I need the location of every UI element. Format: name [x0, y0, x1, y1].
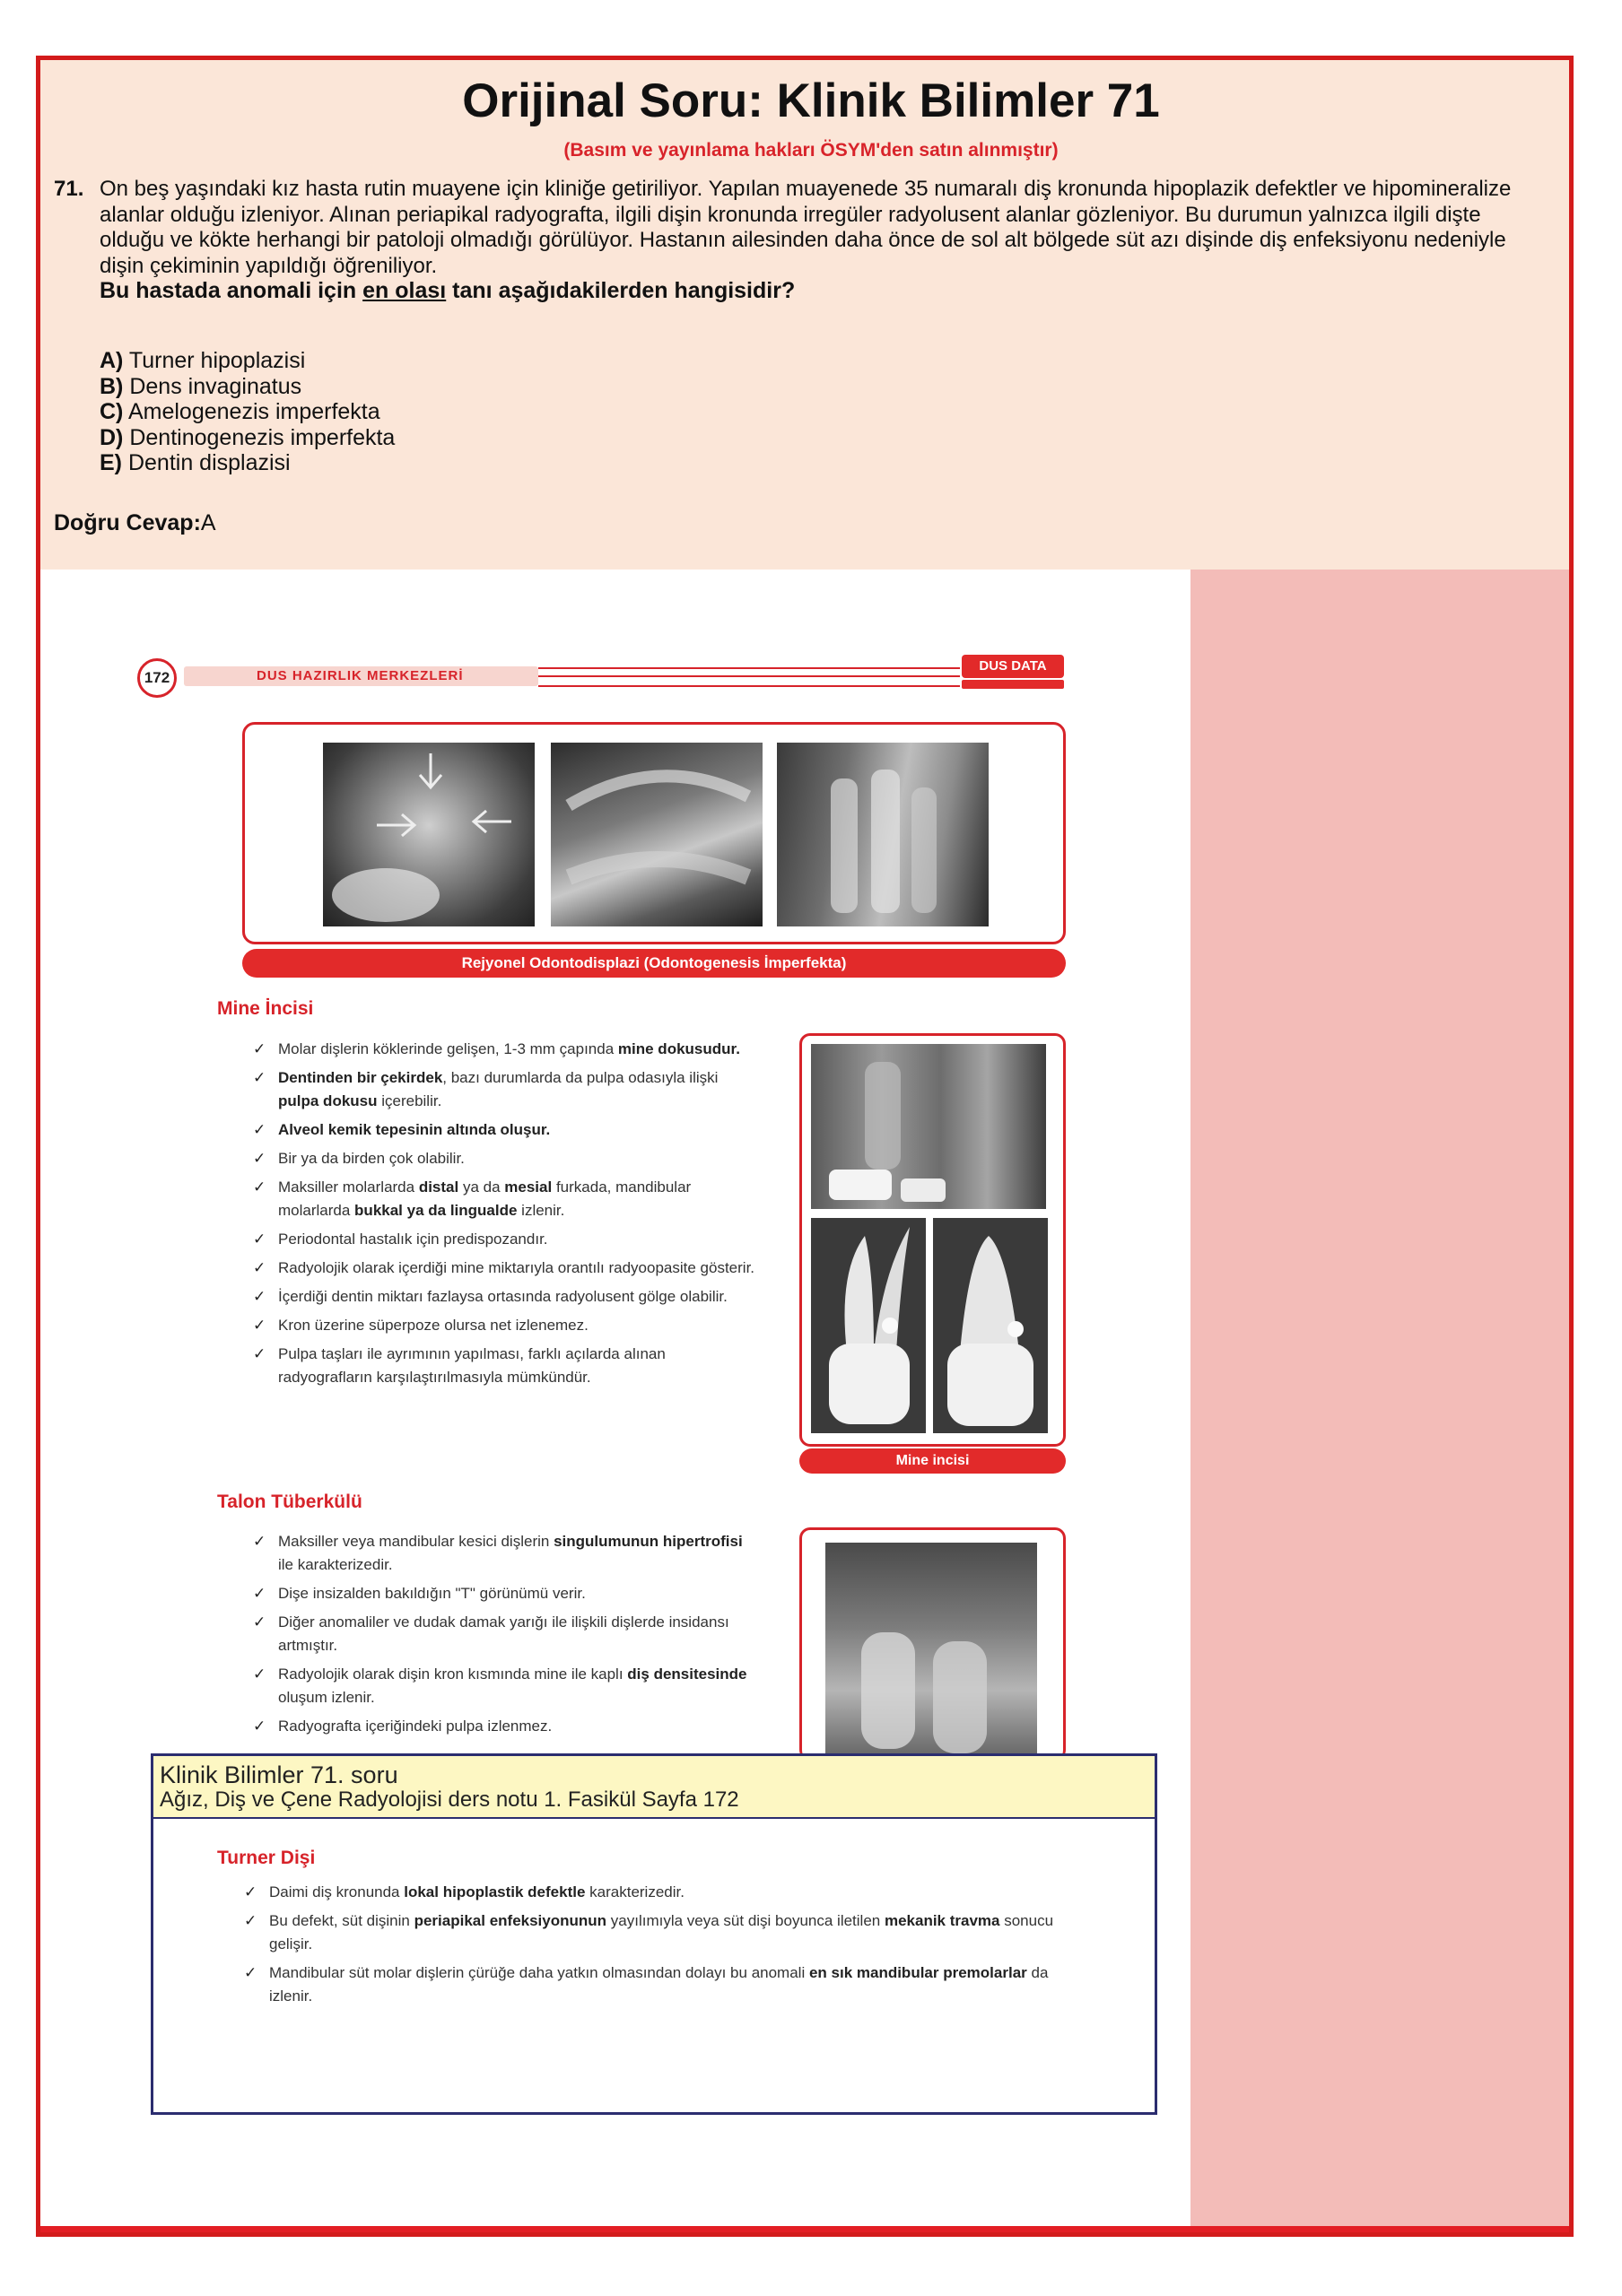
list-item: ✓ Diğer anomaliler ve dudak damak yarığı ile ilişkili dişlerde insidansı artmıştır. [253, 1611, 755, 1657]
page-title: Orijinal Soru: Klinik Bilimler 71 [462, 74, 1160, 127]
section-title-mine-incisi: Mine İncisi [217, 998, 314, 1019]
book-page-number: 172 [137, 658, 177, 698]
list-item: ✓ Radyolojik olarak dişin kron kısmında mine ile kaplı diş densitesinde oluşum izlenir. [253, 1663, 755, 1709]
option-a[interactable]: A) Turner hipoplazisi [100, 348, 306, 373]
book-header-text: DUS HAZIRLIK MERKEZLERİ [257, 668, 464, 683]
list-item: ✓ Bu defekt, süt dişinin periapikal enfeksiyonunun yayılımıyla veya süt dişi boyunca iletilen mekanik travma sonucu gelişir. [244, 1909, 1069, 1956]
list-item: ✓ Periodontal hastalık için predispozandır. [253, 1228, 755, 1251]
question-number: 71. [54, 177, 84, 201]
figure-caption: Mine incisi [895, 1453, 970, 1468]
figure-caption: Rejyonel Odontodisplazi (Odontogenesis İmperfekta) [461, 954, 847, 971]
xray-image-4 [811, 1044, 1046, 1209]
list-item: ✓ Pulpa taşları ile ayrımının yapılması, farklı açılarda alınan radyografların karşılaştırılmasıyla mümkündür. [253, 1343, 755, 1389]
option-e[interactable]: E) Dentin displazisi [100, 450, 291, 476]
header-rule [538, 667, 960, 687]
dus-data-logo: DUS DATA [962, 655, 1064, 678]
xray-image-3 [777, 743, 989, 926]
options-list [100, 348, 395, 476]
option-b[interactable]: B) Dens invaginatus [100, 373, 302, 399]
list-item: ✓ Bir ya da birden çok olabilir. [253, 1147, 755, 1170]
section-title-turner: Turner Dişi [217, 1848, 316, 1868]
list-item: ✓ Maksiller veya mandibular kesici dişlerin singulumunun hipertrofisi ile karakterizedir. [253, 1530, 755, 1577]
figure-caption-bar [242, 949, 1066, 978]
option-c[interactable]: C) Amelogenezis imperfekta [100, 399, 380, 425]
xray-image-2 [551, 743, 763, 926]
list-item: ✓ Maksiller molarlarda distal ya da mesial furkada, mandibular molarlarda bukkal ya da lingualde izlenir. [253, 1176, 755, 1222]
xray-image-1 [323, 743, 535, 926]
rights-notice: (Basım ve yayınlama hakları ÖSYM'den satın alınmıştır) [563, 140, 1059, 161]
section-title-talon: Talon Tüberkülü [217, 1492, 362, 1512]
mine-incisi-list [253, 1038, 755, 1395]
list-item: ✓ Mandibular süt molar dişlerin çürüğe daha yatkın olmasından dolayı bu anomali en sık mandibular premolarlar da izlenir. [244, 1961, 1069, 2008]
question-text: On beş yaşındaki kız hasta rutin muayene için kliniğe getiriliyor. Yapılan muayenede 35 numaralı diş kronunda hipoplazik defektler ve hipomineralize alanlar olduğu izleniyor. Alınan periapikal radyografta, ilgili dişin kronunda irregüler radyolusent alanlar gözleniyor. Bu durumun yalnızca ilgili dişte olduğu ve kökte herhangi bir patoloji olmadığı görülüyor. Hastanın ailesinden daha önce de sol alt bölgede süt azı dişinde diş enfeksiyonu nedeniyle dişin çekiminin yapıldığı öğreniliyor. [100, 177, 1512, 278]
emphasis-text: en olası [362, 278, 447, 303]
list-item: ✓ Kron üzerine süperpoze olursa net izlenemez. [253, 1314, 755, 1337]
list-item: ✓ Dentinden bir çekirdek, bazı durumlarda da pulpa odasıyla ilişki pulpa dokusu içerebilir. [253, 1066, 755, 1113]
reference-source: Ağız, Diş ve Çene Radyolojisi ders notu 1. Fasikül Sayfa 172 [160, 1787, 739, 1812]
list-item: ✓ Molar dişlerin köklerinde gelişen, 1-3 mm çapında mine dokusudur. [253, 1038, 755, 1061]
correct-answer: Doğru Cevap:A [54, 510, 216, 535]
list-item: ✓ Daimi diş kronunda lokal hipoplastik defektle karakterizedir. [244, 1881, 1069, 1904]
extracted-tooth-photo-1 [811, 1218, 926, 1433]
list-item: ✓ Radyografta içeriğindeki pulpa izlenmez. [253, 1715, 755, 1738]
list-item: ✓ Alveol kemik tepesinin altında oluşur. [253, 1118, 755, 1142]
reference-question: Klinik Bilimler 71. soru [160, 1761, 398, 1788]
mine-incisi-caption-bar [799, 1448, 1066, 1474]
list-item: ✓ Dişe insizalden bakıldığın "T" görünümü verir. [253, 1582, 755, 1605]
xray-image-5 [825, 1543, 1037, 1753]
question-prompt: Bu hastada anomali için en olası tanı aşağıdakilerden hangisidir? [100, 278, 796, 303]
turner-list [244, 1881, 1069, 2013]
list-item: ✓ Radyolojik olarak içerdiği mine miktarıyla orantılı radyoopasite gösterir. [253, 1257, 755, 1280]
list-item: ✓ İçerdiği dentin miktarı fazlaysa ortasında radyolusent gölge olabilir. [253, 1285, 755, 1309]
logo-subbar [962, 680, 1064, 689]
talon-list [253, 1530, 755, 1744]
option-d[interactable]: D) Dentinogenezis imperfekta [100, 424, 396, 450]
extracted-tooth-photo-2 [933, 1218, 1048, 1433]
